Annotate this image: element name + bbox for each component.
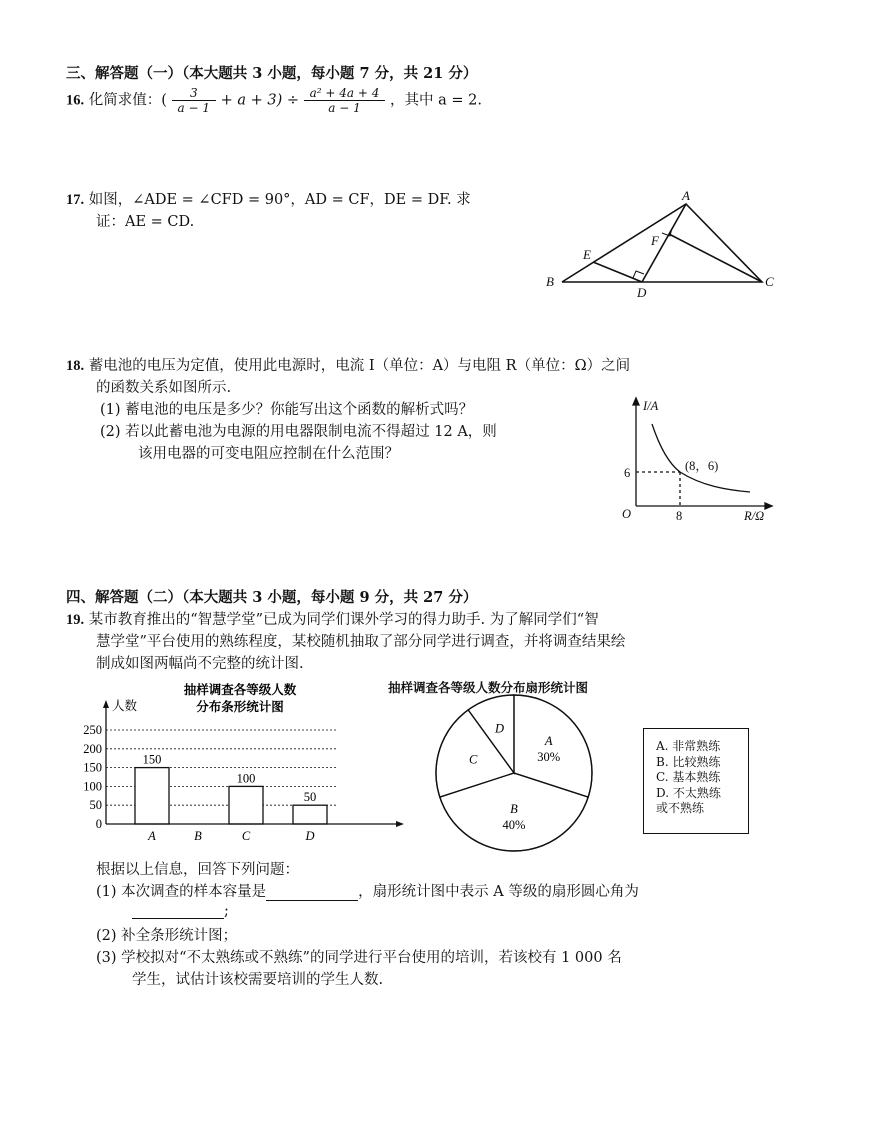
bar-category-label: A: [148, 829, 156, 843]
bar-A: [135, 768, 169, 824]
section-4-heading: [66, 586, 477, 607]
pie-pct-B: 40%: [502, 817, 526, 832]
section-4-note: （本大题共 3 小题，每小题 9 分，共 27 分）: [182, 589, 478, 606]
bar-chart-title-1: 抽样调查各等级人数: [183, 683, 297, 697]
q19-text-3: 制成如图两幅尚不完整的统计图.: [96, 656, 304, 672]
legend-item-c: C. 基本熟练: [656, 770, 721, 784]
q18-part-2a: (2) 若以此蓄电池为电源的用电器限制电流不得超过 12 A，则: [100, 424, 497, 440]
bar-x-axis-arrow: [396, 821, 404, 827]
q16-f2-denominator: a − 1: [328, 101, 361, 115]
q19-p1-text-b: ，扇形统计图中表示 A 等级的扇形圆心角为: [358, 884, 639, 900]
q19-part-1: [96, 880, 639, 901]
q19-part-3b: 学生，试估计该校需要培训的学生人数.: [132, 972, 384, 988]
current-resistance-graph: [612, 394, 782, 526]
r-axis-label: R/Ω: [744, 509, 765, 523]
bar-category-label: D: [305, 829, 315, 843]
segment-de: [593, 262, 642, 282]
legend-item-b: B. 比较熟练: [656, 754, 721, 769]
q17-text-2: 证：AE = CD.: [96, 214, 195, 230]
q17-number: 17.: [66, 192, 85, 208]
section-3-heading: [66, 62, 477, 83]
segment-cf: [669, 234, 762, 282]
label-e: E: [583, 247, 591, 262]
bar-y-tick: 50: [89, 798, 102, 813]
label-c: C: [765, 274, 774, 289]
q16-lead: 化简求值：(: [88, 92, 167, 109]
q16-middle: + a + 3) ÷: [220, 92, 300, 109]
legend-item-d-cont: 或不熟练: [656, 801, 705, 815]
pie-pct-A: 30%: [537, 749, 561, 764]
origin-label: O: [622, 507, 632, 521]
q16-fraction-1: [172, 86, 216, 115]
x-tick-8: 8: [676, 509, 683, 523]
bar-chart: [70, 678, 410, 846]
bar-chart-title-2: 分布条形统计图: [196, 700, 284, 714]
q19-part-2: (2) 补全条形统计图；: [96, 928, 238, 944]
q18-text-2: 的函数关系如图所示.: [96, 380, 232, 396]
question-17-line1: [66, 188, 471, 209]
q18-text-1: 蓄电池的电压为定值，使用此电源时，电流 I（单位：A）与电阻 R（单位：Ω）之间: [88, 358, 631, 374]
q16-f1-numerator: 3: [172, 86, 216, 101]
q16-f1-denominator: a − 1: [177, 101, 210, 115]
q16-number: 16.: [66, 92, 85, 109]
q19-p1-text-c: ;: [224, 903, 229, 919]
bar-category-label: B: [194, 829, 202, 843]
question-18-line1: [66, 354, 630, 375]
q19-part-3a: (3) 学校拟对“不太熟练或不熟练”的同学进行平台使用的培训，若该校有 1 000 名: [96, 950, 622, 966]
y-tick-6: 6: [624, 466, 631, 480]
label-d: D: [637, 285, 647, 298]
bar-C: [229, 786, 263, 824]
right-angle-mark-f: [662, 228, 672, 236]
q19-text-1: 某市教育推出的“智慧学堂”已成为同学们课外学习的得力助手. 为了解同学们“智: [88, 612, 599, 628]
pie-chart: [426, 694, 606, 854]
q19-text-2: 慧学堂”平台使用的熟练程度，某校随机抽取了部分同学进行调查，并将调查结果绘: [96, 634, 626, 650]
pie-chart-title: 抽样调查各等级人数分布扇形统计图: [388, 680, 589, 695]
bar-D: [293, 805, 327, 824]
answer-blank-sample-size[interactable]: [266, 884, 358, 901]
q19-instructions: 根据以上信息，回答下列问题：: [96, 862, 299, 878]
q17-text-1: 如图，∠ADE = ∠CFD = 90°，AD = CF，DE = DF. 求: [88, 192, 471, 208]
pie-label-D: D: [495, 721, 505, 736]
q16-f2-numerator: a² + 4a + 4: [304, 86, 386, 101]
q19-part-1-cont: [132, 902, 229, 919]
q19-p1-text-a: (1) 本次调查的样本容量是: [96, 884, 267, 900]
q16-fraction-2: [304, 86, 386, 115]
label-f: F: [651, 233, 659, 248]
r-axis-arrow: [765, 503, 772, 509]
right-angle-mark-e: [633, 271, 644, 278]
question-19-line1: [66, 608, 599, 629]
bar-value-label: 50: [303, 790, 317, 805]
bar-y-tick: 150: [83, 760, 102, 775]
bar-y-tick: 0: [95, 817, 102, 831]
point-label: (8，6): [685, 459, 719, 473]
pie-label-A: A: [544, 733, 553, 748]
bar-chart-ylabel: 人数: [112, 699, 138, 713]
legend-box: [643, 728, 749, 834]
label-a: A: [682, 188, 690, 203]
pie-label-B: B: [510, 801, 518, 816]
i-axis-label: I/A: [643, 399, 659, 413]
legend-item-d: D. 不太熟练: [656, 785, 721, 800]
triangle-abc: [562, 204, 762, 282]
hyperbola-curve: [652, 424, 750, 492]
q18-number: 18.: [66, 358, 85, 374]
q18-part-1: (1) 蓄电池的电压是多少？你能写出这个函数的解析式吗？: [100, 402, 474, 418]
bar-y-tick: 200: [83, 741, 102, 756]
bar-y-tick: 250: [83, 723, 102, 737]
bar-value-label: 100: [236, 771, 256, 786]
i-axis-arrow: [633, 398, 639, 405]
legend-item-a: A. 非常熟练: [656, 739, 721, 753]
bar-category-label: C: [241, 829, 251, 843]
section-4-title: 四、解答题（二）: [66, 589, 182, 606]
section-3-title: 三、解答题（一）: [66, 65, 182, 82]
pie-label-C: C: [469, 752, 478, 767]
label-b: B: [546, 274, 554, 289]
q16-tail: ，其中 a = 2.: [390, 92, 482, 109]
q19-number: 19.: [66, 612, 85, 628]
section-3-note: （本大题共 3 小题，每小题 7 分，共 21 分）: [182, 65, 478, 82]
question-16: [66, 86, 482, 115]
q18-part-2b: 该用电器的可变电阻应控制在什么范围？: [138, 446, 399, 462]
triangle-figure: [540, 186, 780, 298]
answer-blank-angle[interactable]: [132, 902, 224, 919]
segment-ad: [642, 204, 686, 282]
bar-y-tick: 100: [83, 779, 102, 794]
bar-value-label: 150: [142, 752, 162, 767]
bar-y-axis-arrow: [103, 700, 109, 708]
